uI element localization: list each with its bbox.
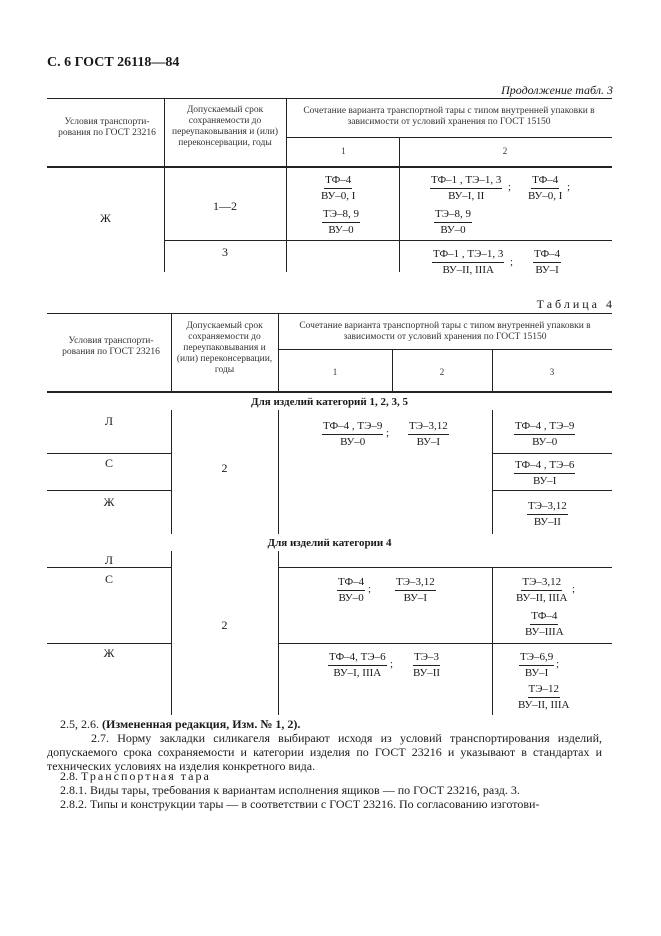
table3-sub-2: 2 [502,146,508,156]
table3-header-bottom [47,166,612,168]
table4-fraction: ТЭ–3,12 ВУ–I [409,420,448,448]
table3-term-1: 1—2 [213,199,237,213]
table4-fraction: ТФ–4 , ТЭ–9 ВУ–0 [515,420,575,448]
table4-condition: С [104,456,113,470]
semicolon: ; [556,658,560,670]
semicolon: ; [368,583,372,595]
table3-sub-divider [286,137,612,138]
table4-condition: С [104,572,113,586]
table3-fraction: ТЭ–8, 9 ВУ–0 [323,208,359,236]
table4-sub-3: 3 [549,367,555,377]
table4-sub-1: 1 [332,367,338,377]
paragraph-2-7: 2.7. Норму закладки силикагеля выбирают исходя из условий транспортирования изделий, допускаемого срока сохраняемости и категории изделия по ГОСТ 23216 и указывают в стандартах и технических условиях на изделия конкретного вида. [47,731,602,773]
table3-vline-3 [399,137,400,272]
clause-number: 2.5, 2.6. [60,717,99,731]
paragraph-2-8-1: 2.8.1. Виды тары, требования к вариантам исполнения ящиков — по ГОСТ 23216, разд. 3. [60,783,520,797]
table4-row-divider [492,453,612,454]
table4-fraction: ТФ–4 ВУ–0 [338,576,365,604]
table3-fraction: ТФ–4 ВУ–0, I [528,174,563,202]
table4-fraction: ТЭ–6,9 ВУ–I [520,651,554,679]
table3-col-combination: Сочетание варианта транспортной тары с типом внутренней упаковки в зависимости от условий хранения по ГОСТ 15150 [303,106,595,127]
table4-fraction: ТЭ–3,12 ВУ–I [396,576,435,604]
table4-row-divider [278,567,612,568]
table3-fraction: ТФ–4 ВУ–0, I [321,174,356,202]
table4-term: 2 [221,618,228,632]
table4-fraction: ТФ–4 , ТЭ–6 ВУ–I [515,459,575,487]
section-heading: Для изделий категорий 1, 2, 3, 5 [251,396,408,408]
table4-fraction: ТЭ–3 ВУ–II [413,651,441,679]
table4-vline [278,551,279,715]
table3-row-divider [164,240,612,241]
table4-top-border [47,313,612,314]
table4-row-divider [278,643,612,644]
table3-sub-1: 1 [341,146,346,156]
table4-label: Таблица 4 [536,297,615,311]
table4-fraction: ТФ–4 ВУ–IIIА [525,610,564,638]
table4-fraction: ТФ–4, ТЭ–6 ВУ–I, IIIА [329,651,386,679]
semicolon: ; [567,181,571,193]
table4-condition: Ж [103,646,115,660]
continuation-label: Продолжение табл. 3 [501,83,613,97]
table4-fraction: ТЭ–3,12 ВУ–II [528,500,567,528]
table3-vline-2 [286,98,287,272]
section-title: Транспортная тара [81,769,211,783]
semicolon: ; [390,658,394,670]
table4-vline [171,313,172,391]
table4-fraction: ТЭ–3,12 ВУ–II, IIIА [516,576,568,604]
table3-fraction: ТЭ–8, 9 ВУ–0 [435,208,471,236]
table4-term: 2 [221,461,228,475]
table3-fraction: ТФ–4 ВУ–I [534,248,561,276]
table3-fraction: ТФ–1 , ТЭ–1, 3 ВУ–II, IIIА [433,248,504,276]
paragraph-2-8-2: 2.8.2. Типы и конструкции тары — в соответствии с ГОСТ 23216. По согласованию изготови- [60,797,540,811]
semicolon: ; [386,427,390,439]
semicolon: ; [508,181,512,193]
table4-fraction: ТФ–4 , ТЭ–9 ВУ–0 [323,420,383,448]
table4-row-divider [492,490,612,491]
semicolon: ; [572,583,576,595]
table4-vline [278,410,279,534]
table4-vline [278,313,279,391]
semicolon: ; [510,256,514,268]
table4-fraction: ТЭ–12 ВУ–II, IIIА [518,683,570,711]
table4-sub-2: 2 [439,367,445,377]
section-heading: Для изделий категории 4 [267,537,392,549]
amendment-note: (Измененная редакция, Изм. № 1, 2). [102,717,301,731]
table3-col-term: Допускаемый срок сохраняемости до переупаковывания и (или) переконсервации, годы [171,105,279,148]
table4-vline [492,410,493,534]
table4-vline [171,551,172,715]
table4-condition: Л [104,414,114,428]
table4-condition: Л [104,553,114,567]
table4-header-bottom [47,391,612,393]
clause-number: 2.8. [60,769,78,783]
table3-term-2: 3 [222,245,228,259]
table4-col-term: Допускаемый срок сохраняемости до переупаковывания и (или) переконсервации, годы [176,321,273,375]
table4-row-divider [47,490,171,491]
table4-col-combination: Сочетание варианта транспортной тары с типом внутренней упаковки в зависимости от условий хранения по ГОСТ 15150 [299,321,591,342]
table3-condition: Ж [100,211,111,225]
table3-col-conditions: Условия транспорти-рования по ГОСТ 23216 [58,117,156,138]
table3-top-border [47,98,612,99]
table4-row-divider [47,453,171,454]
table4-row-divider [47,643,171,644]
page-title: С. 6 ГОСТ 26118—84 [47,55,180,70]
table4-condition: Ж [103,495,115,509]
paragraph-2-5 [60,717,602,731]
table4-col-conditions: Условия транспорти-рования по ГОСТ 23216 [62,336,160,357]
table4-vline [492,567,493,715]
table3-fraction: ТФ–1 , ТЭ–1, 3 ВУ–I, II [431,174,502,202]
table4-sub-divider [278,349,612,350]
paragraph-2-8 [60,769,602,783]
